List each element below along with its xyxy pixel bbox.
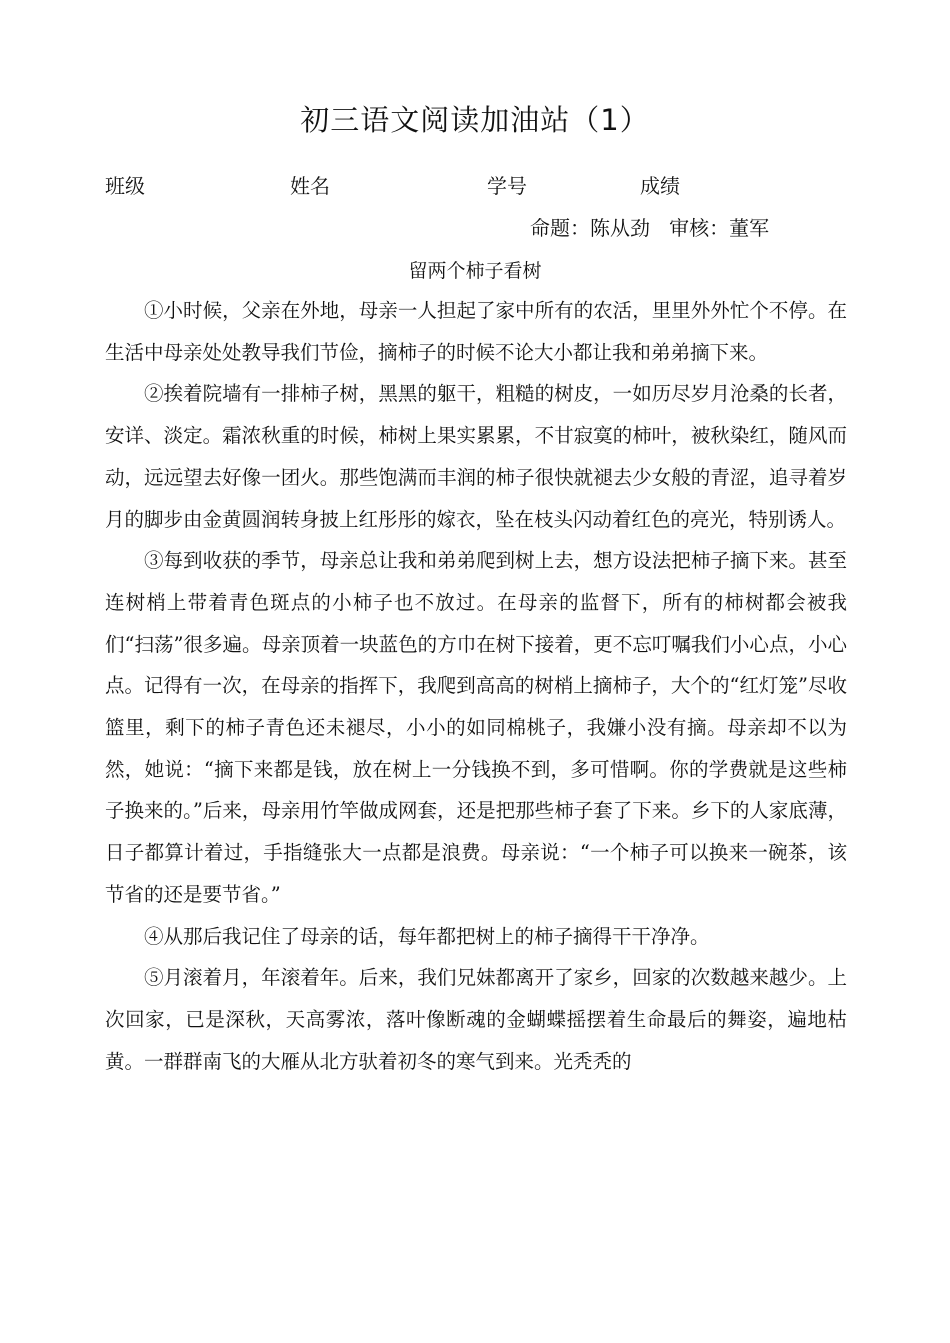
paragraph-5: ⑤月滚着月，年滚着年。后来，我们兄妹都离开了家乡，回家的次数越来越少。上次回家，已是深秋，天高雾浓，落叶像断魂的金蝴蝶摇摆着生命最后的舞姿，遍地枯黄。一群群南飞的大雁从北方驮着初冬的寒气到来。光秃秃的 bbox=[105, 966, 847, 1073]
article-body bbox=[105, 290, 847, 1082]
class-field-label: 班级 bbox=[105, 174, 145, 198]
score-field-label: 成绩 bbox=[640, 174, 680, 198]
name-field-label: 姓名 bbox=[290, 174, 330, 198]
paragraph-1: ①小时候，父亲在外地，母亲一人担起了家中所有的农活，里里外外忙个不停。在生活中母亲处处教导我们节俭，摘柿子的时候不论大小都让我和弟弟摘下来。 bbox=[105, 299, 847, 364]
credits-line: 命题：陈从劲 审核：董军 bbox=[530, 216, 770, 240]
paragraph-2: ②挨着院墙有一排柿子树，黑黑的躯干，粗糙的树皮，一如历尽岁月沧桑的长者，安详、淡定。霜浓秋重的时候，柿树上果实累累，不甘寂寞的柿叶，被秋染红，随风而动，远远望去好像一团火。那些饱满而丰润的柿子很快就褪去少女般的青涩，追寻着岁月的脚步由金黄圆润转身披上红彤彤的嫁衣，坠在枝头闪动着红色的亮光，特别诱人。 bbox=[105, 382, 847, 531]
student-id-field-label: 学号 bbox=[487, 174, 527, 198]
paragraph-3: ③每到收获的季节，母亲总让我和弟弟爬到树上去，想方设法把柿子摘下来。甚至连树梢上带着青色斑点的小柿子也不放过。在母亲的监督下，所有的柿树都会被我们“扫荡”很多遍。母亲顶着一块蓝色的方巾在树下接着，更不忘叮嘱我们小心点，小心点。记得有一次，在母亲的指挥下，我爬到高高的树梢上摘柿子，大个的“红灯笼”尽收篮里，剩下的柿子青色还未褪尽，小小的如同棉桃子，我嫌小没有摘。母亲却不以为然，她说：“摘下来都是钱，放在树上一分钱换不到，多可惜啊。你的学费就是这些柿子换来的。”后来，母亲用竹竿做成网套，还是把那些柿子套了下来。乡下的人家底薄，日子都算计着过，手指缝张大一点都是浪费。母亲说：“一个柿子可以换来一碗茶，该节省的还是要节省。” bbox=[105, 549, 847, 906]
article-title: 留两个柿子看树 bbox=[408, 260, 542, 282]
paragraph-4: ④从那后我记住了母亲的话，每年都把树上的柿子摘得干干净净。 bbox=[144, 924, 710, 948]
page-title: 初三语文阅读加油站（1） bbox=[300, 103, 650, 137]
